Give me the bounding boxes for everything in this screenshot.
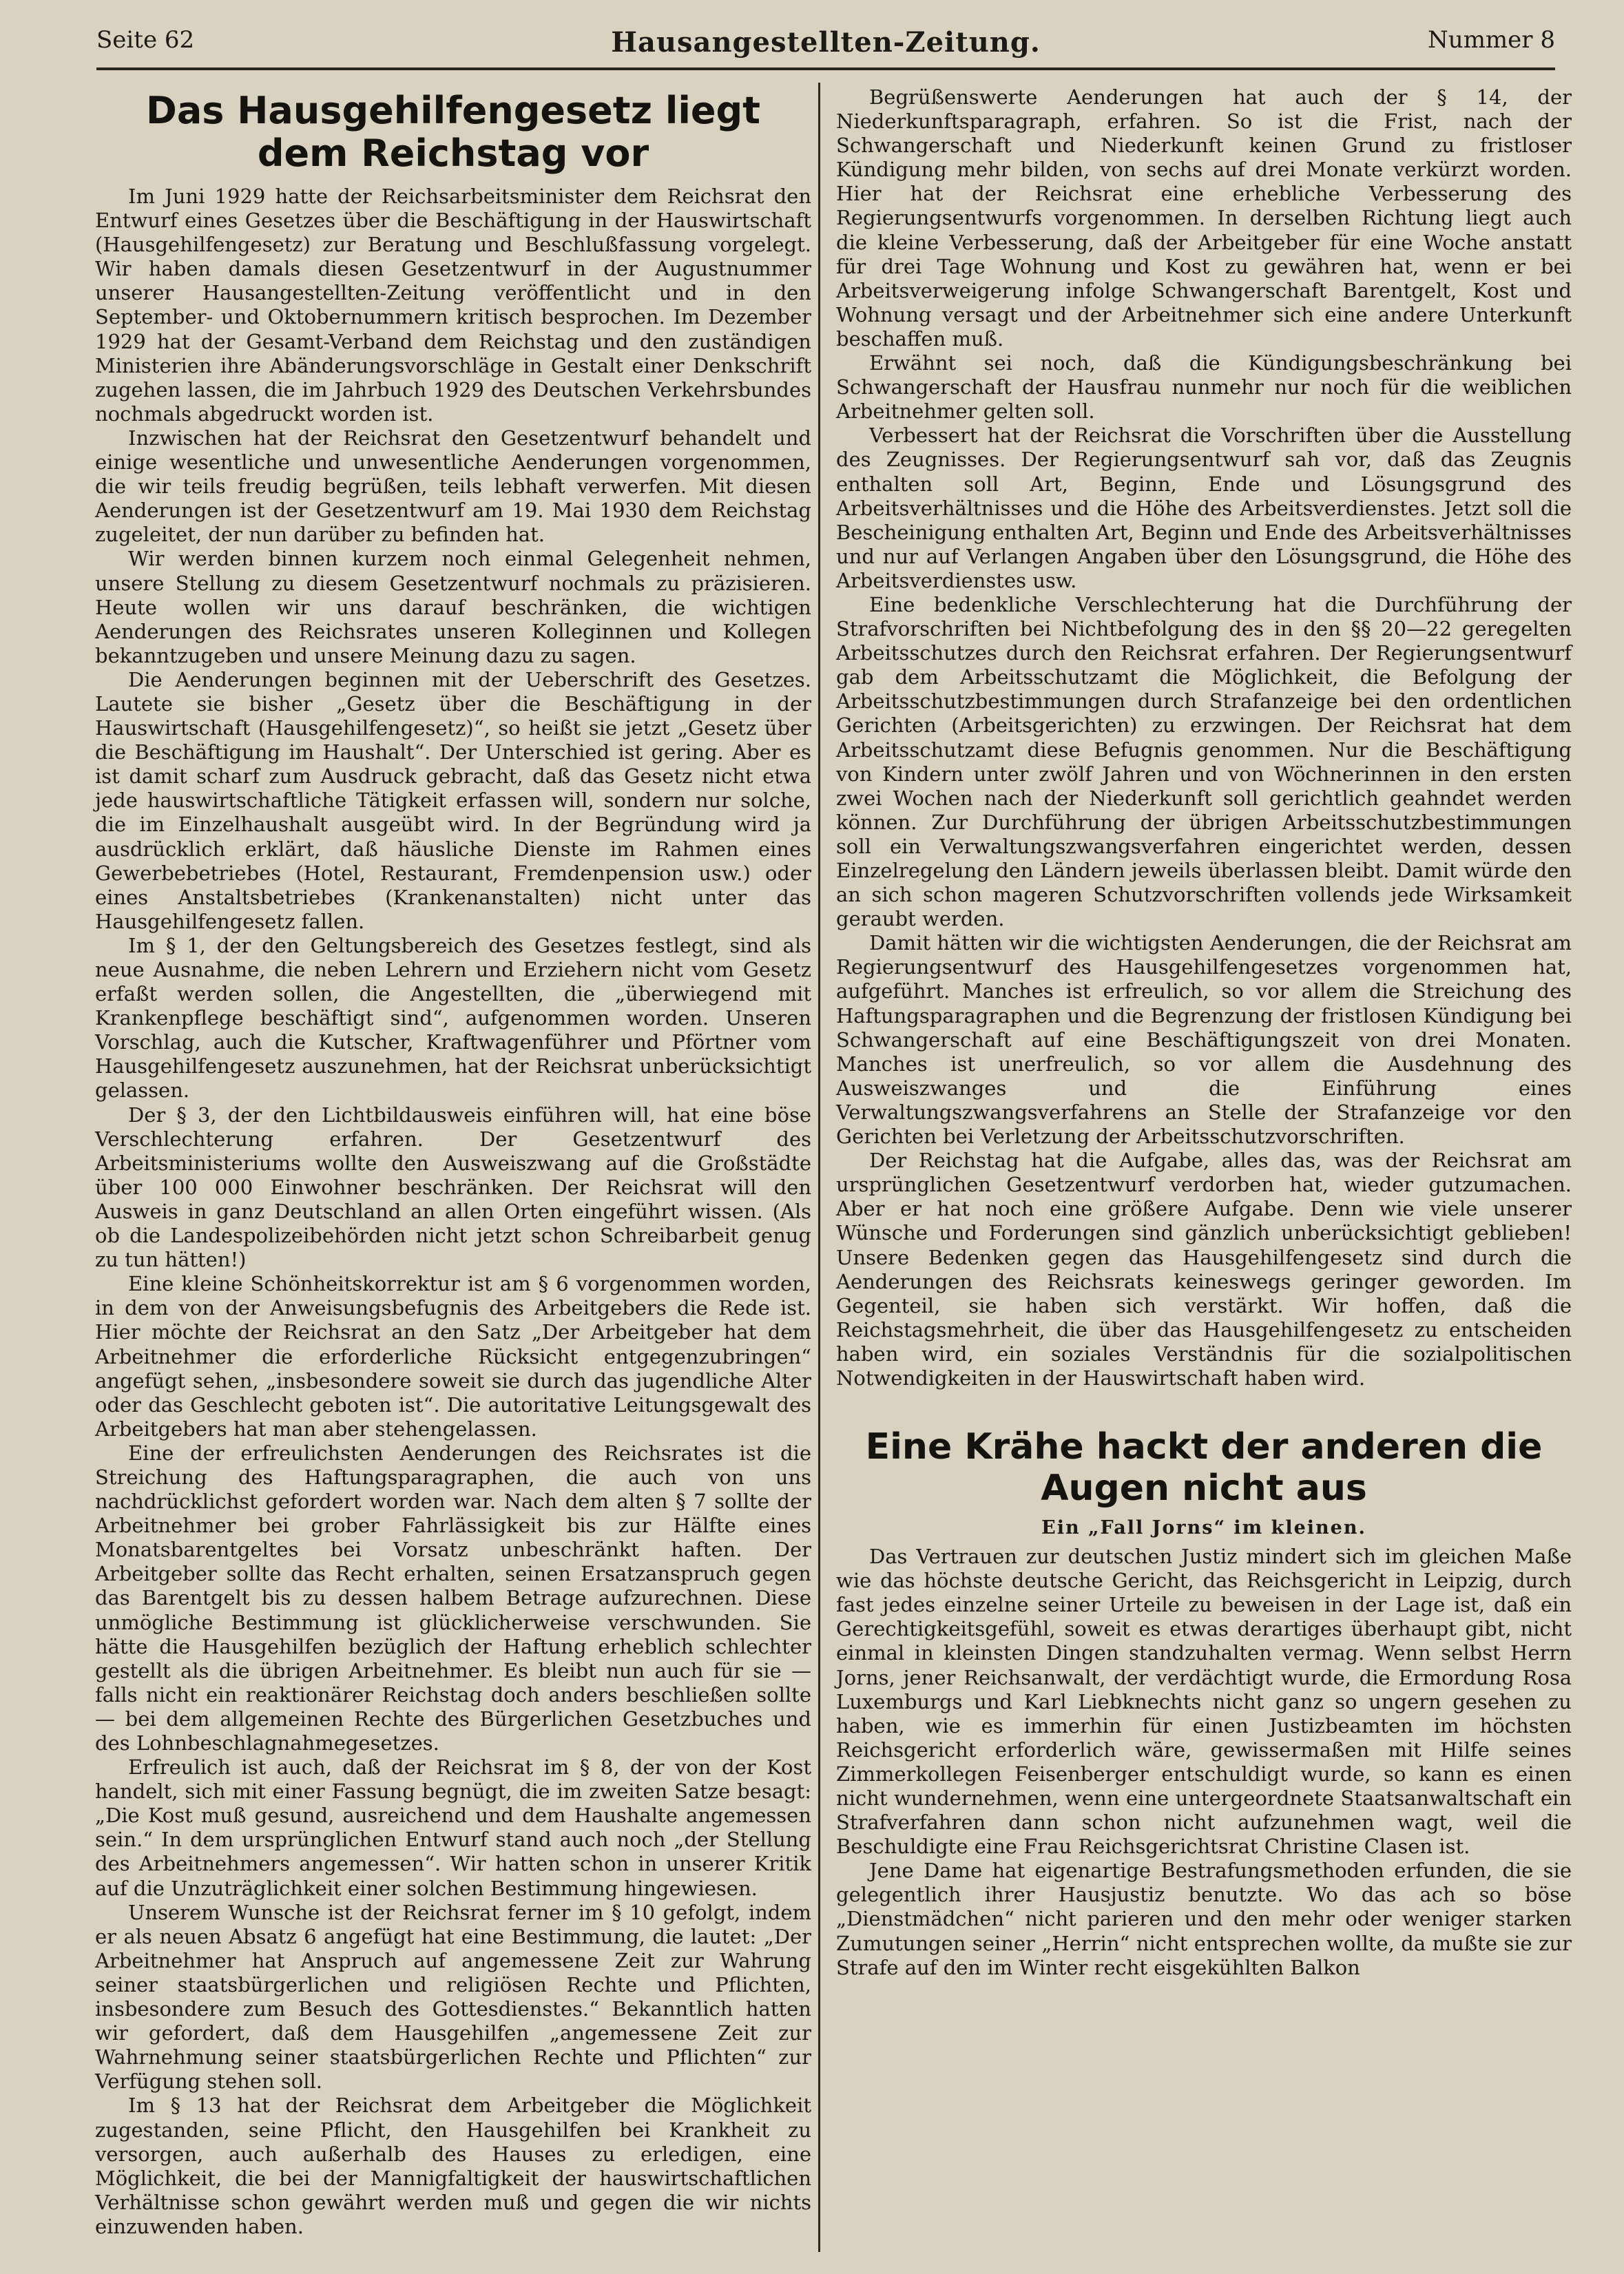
article2-paragraph: Das Vertrauen zur deutschen Justiz mindert sich im gleichen Maße wie das höchste deutsche Gericht, das Reichsgericht in Leipzig, durch fast jedes einzelne seiner Urteile zu beweisen in der Lage ist, daß ein Gerechtigkeitsgefühl, soweit es etwas derartiges überhaupt gibt, nicht einmal in kleinsten Dingen standzuhalten vermag. Wenn selbst Herrn Jorns, jener Reichsanwalt, der verdächtigt wurde, die Ermordung Rosa Luxemburgs und Karl Liebknechts nicht ganz so ungern gesehen zu haben, wie es immerhin für einen Justizbeamten im höchsten Reichsgericht erforderlich wäre, gewissermaßen mit Hilfe seines Zimmerkollegen Feisenberger entschuldigt wurde, so kann es einen nicht wundernehmen, wenn eine untergeordnete Staatsanwaltschaft ein Strafverfahren dann schon nicht aufzunehmen wagt, weil die Beschuldigte eine Frau Reichsgerichtsrat Christine Clasen ist.	[836, 1545, 1572, 1859]
article1-paragraph: Verbessert hat der Reichsrat die Vorschriften über die Ausstellung des Zeugnisses. Der Regierungsentwurf sah vor, daß das Zeugnis enthalten soll Art, Beginn, Ende und Lösungsgrund des Arbeitsverhältnisses und die Höhe des Arbeitsverdienstes. Jetzt soll die Bescheinigung enthalten Art, Beginn und Ende des Arbeitsverhältnisses und nur auf Verlangen Angaben über den Lösungsgrund, die Höhe des Arbeitsverdienstes usw.	[836, 424, 1572, 592]
column-rule	[818, 83, 820, 2252]
article1-paragraph: Begrüßenswerte Aenderungen hat auch der § 14, der Niederkunftsparagraph, erfahren. So ist die Frist, nach der Schwangerschaft und Niederkunft keinen Grund zu fristloser Kündigung mehr bilden, von sechs auf drei Monate verkürzt worden. Hier hat der Reichsrat eine erhebliche Verbesserung des Regierungsentwurfs vorgenommen. In derselben Richtung liegt auch die kleine Verbesserung, daß der Arbeitgeber für eine Woche anstatt für drei Tage Wohnung und Kost zu gewähren hat, wenn er bei Arbeitsverweigerung infolge Schwangerschaft Barentgelt, Kost und Wohnung versagt und der Arbeitnehmer sich eine andere Unterkunft beschaffen muß.	[836, 85, 1572, 351]
article2-subtitle: Ein „Fall Jorns“ im kleinen.	[1041, 1517, 1366, 1539]
article1-paragraph: Erwähnt sei noch, daß die Kündigungsbeschränkung bei Schwangerschaft der Hausfrau nunmehr nur noch für die weiblichen Arbeitnehmer gelten soll.	[836, 351, 1572, 424]
article1-paragraph: Wir werden binnen kurzem noch einmal Gelegenheit nehmen, unsere Stellung zu diesem Gesetzentwurf nochmals zu präzisieren. Heute wollen wir uns darauf beschränken, die wichtigen Aenderungen des Reichsrates unseren Kolleginnen und Kollegen bekanntzugeben und unsere Meinung dazu zu sagen.	[95, 547, 811, 667]
issue-number: Nummer 8	[1428, 26, 1555, 54]
article1-paragraph: Der § 3, der den Lichtbildausweis einführen will, hat eine böse Verschlechterung erfahren. Der Gesetzentwurf des Arbeitsministeriums wollte den Ausweiszwang auf die Großstädte über 100 000 Einwohner beschränken. Der Reichsrat will den Ausweis in ganz Deutschland an allen Orten eingeführt wissen. (Als ob die Landespolizeibehörden nicht jetzt schon Schreibarbeit genug zu tun hätten!)	[95, 1103, 811, 1272]
article1-title: Das Hausgehilfengesetz liegt dem Reichstag vor	[146, 89, 760, 175]
article2-paragraph: Jene Dame hat eigenartige Bestrafungsmethoden erfunden, die sie gelegentlich ihrer Hausjustiz benutzte. Wo das ach so böse „Dienstmädchen“ nicht parieren und den mehr oder weniger starken Zumutungen seiner „Herrin“ nicht entsprechen wollte, da mußte sie zur Strafe auf den im Winter recht eisgekühlten Balkon	[836, 1859, 1572, 1979]
article1-paragraph: Im § 13 hat der Reichsrat dem Arbeitgeber die Möglichkeit zugestanden, seine Pflicht, den Hausgehilfen bei Krankheit zu versorgen, auch außerhalb des Hauses zu erledigen, eine Möglichkeit, die bei der Mannigfaltigkeit der hauswirtschaftlichen Verhältnisse schon gewährt werden muß und gegen die wir nichts einzuwenden haben.	[95, 2094, 811, 2238]
publication-title: Hausangestellten-Zeitung.	[611, 26, 1041, 59]
running-head	[96, 26, 1555, 70]
article2-title: Eine Krähe hackt der anderen die Augen nicht aus	[865, 1426, 1543, 1510]
article1-paragraph: Die Aenderungen beginnen mit der Ueberschrift des Gesetzes. Lautete sie bisher „Gesetz über die Beschäftigung in der Hauswirtschaft (Hausgehilfengesetz)“, so heißt sie jetzt „Gesetz über die Beschäftigung im Haushalt“. Der Unterschied ist gering. Aber es ist damit scharf zum Ausdruck gebracht, daß das Gesetz nicht etwa jede hauswirtschaftliche Tätigkeit erfassen will, sondern nur solche, die im Einzelhaushalt ausgeübt wird. In der Begründung wird ja ausdrücklich erklärt, daß häusliche Dienste im Rahmen eines Gewerbebetriebes (Hotel, Restaurant, Fremdenpension usw.) oder eines Anstaltsbetriebes (Krankenanstalten) nicht unter das Hausgehilfengesetz fallen.	[95, 667, 811, 933]
left-column	[95, 85, 811, 2239]
right-column	[836, 85, 1572, 1980]
article1-paragraph: Damit hätten wir die wichtigsten Aenderungen, die der Reichsrat am Regierungsentwurf des Hausgehilfengesetzes vorgenommen hat, aufgeführt. Manches ist erfreulich, so vor allem die Streichung des Haftungsparagraphen und die Begrenzung der fristlosen Kündigung bei Schwangerschaft auf eine Beschäftigungszeit von drei Monaten. Manches ist unerfreulich, so vor allem die Ausdehnung des Ausweiszwanges und die Einführung eines Verwaltungszwangsverfahrens an Stelle der Strafanzeige vor den Gerichten bei Verletzung der Arbeitsschutzvorschriften.	[836, 931, 1572, 1149]
article1-paragraph: Inzwischen hat der Reichsrat den Gesetzentwurf behandelt und einige wesentliche und unwesentliche Aenderungen vorgenommen, die wir teils freudig begrüßen, teils lebhaft verwerfen. Mit diesen Aenderungen ist der Gesetzentwurf am 19. Mai 1930 dem Reichstag zugeleitet, der nun darüber zu befinden hat.	[95, 426, 811, 547]
article1-paragraph: Eine bedenkliche Verschlechterung hat die Durchführung der Strafvorschriften bei Nichtbefolgung des in den §§ 20—22 geregelten Arbeitsschutzes durch den Reichsrat erfahren. Der Regierungsentwurf gab dem Arbeitsschutzamt die Möglichkeit, die Befolgung der Arbeitsschutzbestimmungen durch Strafanzeige bei den ordentlichen Gerichten (Arbeitsgerichten) zu erzwingen. Der Reichsrat hat dem Arbeitsschutzamt diese Befugnis genommen. Nur die Beschäftigung von Kindern unter zwölf Jahren und von Wöchnerinnen in den ersten zwei Wochen nach der Niederkunft soll gerichtlich geahndet werden können. Zur Durchführung der übrigen Arbeitsschutzbestimmungen soll ein Verwaltungszwangsverfahren eingerichtet werden, dessen Einzelregelung den Ländern jeweils überlassen bleibt. Damit würde den an sich schon mageren Schutzvorschriften vollends jede Wirksamkeit geraubt werden.	[836, 592, 1572, 931]
article1-paragraph: Erfreulich ist auch, daß der Reichsrat im § 8, der von der Kost handelt, sich mit einer Fassung begnügt, die im zweiten Satze besagt: „Die Kost muß gesund, ausreichend und dem Haushalte angemessen sein.“ In dem ursprünglichen Entwurf stand auch noch „der Stellung des Arbeitnehmers angemessen“. Wir hatten schon in unserer Kritik auf die Unzuträglichkeit einer solchen Bestimmung hingewiesen.	[95, 1755, 811, 1900]
article1-paragraph: Eine der erfreulichsten Aenderungen des Reichsrates ist die Streichung des Haftungsparagraphen, die auch von uns nachdrücklichst gefordert worden war. Nach dem alten § 7 sollte der Arbeitnehmer bei grober Fahrlässigkeit bis zur Hälfte eines Monatsbarentgeltes bei Vorsatz unbeschränkt haften. Der Arbeitgeber sollte das Recht erhalten, seinen Ersatzanspruch gegen das Barentgelt bis zu dessen halbem Betrage aufzurechnen. Diese unmögliche Bestimmung ist glücklicherweise verschwunden. Sie hätte die Hausgehilfen bezüglich der Haftung erheblich schlechter gestellt als die übrigen Arbeitnehmer. Es bleibt nun auch für sie — falls nicht ein reaktionärer Reichstag doch anders beschließen sollte — bei dem allgemeinen Rechte des Bürgerlichen Gesetzbuches und des Lohnbeschlagnahmegesetzes.	[95, 1441, 811, 1755]
page-number: Seite 62	[96, 26, 195, 54]
article1-paragraph: Im Juni 1929 hatte der Reichsarbeitsminister dem Reichsrat den Entwurf eines Gesetzes über die Beschäftigung in der Hauswirtschaft (Hausgehilfengesetz) zur Beratung und Beschlußfassung vorgelegt. Wir haben damals diesen Gesetzentwurf in der Augustnummer unserer Hausangestellten-Zeitung veröffentlicht und in den September- und Oktobernummern kritisch besprochen. Im Dezember 1929 hat der Gesamt-Verband dem Reichstag und den zuständigen Ministerien ihre Abänderungsvorschläge in Gestalt einer Denkschrift zugehen lassen, die im Jahrbuch 1929 des Deutschen Verkehrsbundes nochmals abgedruckt worden ist.	[95, 185, 811, 426]
article1-paragraph: Im § 1, der den Geltungsbereich des Gesetzes festlegt, sind als neue Ausnahme, die neben Lehrern und Erziehern nicht vom Gesetz erfaßt werden sollen, die Angestellten, die „überwiegend mit Krankenpflege beschäftigt sind“, aufgenommen worden. Unseren Vorschlag, auch die Kutscher, Kraftwagenführer und Pförtner vom Hausgehilfengesetz auszunehmen, hat der Reichsrat unberücksichtigt gelassen.	[95, 933, 811, 1103]
article1-paragraph: Unserem Wunsche ist der Reichsrat ferner im § 10 gefolgt, indem er als neuen Absatz 6 angefügt hat eine Bestimmung, die lautet: „Der Arbeitnehmer hat Anspruch auf angemessene Zeit zur Wahrung seiner staatsbürgerlichen und religiösen Rechte und Pflichten, insbesondere zum Besuch des Gottesdienstes.“ Bekanntlich hatten wir gefordert, daß dem Hausgehilfen „angemessene Zeit zur Wahrnehmung seiner staatsbürgerlichen Rechte und Pflichten“ zur Verfügung stehen soll.	[95, 1900, 811, 2094]
article1-paragraph: Eine kleine Schönheitskorrektur ist am § 6 vorgenommen worden, in dem von der Anweisungsbefugnis des Arbeitgebers die Rede ist. Hier möchte der Reichsrat an den Satz „Der Arbeitgeber hat dem Arbeitnehmer die erforderliche Rücksicht entgegenzubringen“ angefügt sehen, „insbesondere soweit sie durch das jugendliche Alter oder das Geschlecht geboten ist“. Die autoritative Leitungsgewalt des Arbeitgebers hat man aber stehengelassen.	[95, 1272, 811, 1441]
article1-paragraph: Der Reichstag hat die Aufgabe, alles das, was der Reichsrat am ursprünglichen Gesetzentwurf verdorben hat, wieder gutzumachen. Aber er hat noch eine größere Aufgabe. Denn wie viele unserer Wünsche und Forderungen sind gänzlich unberücksichtigt geblieben! Unsere Bedenken gegen das Hausgehilfengesetz sind durch die Aenderungen des Reichsrats keineswegs geringer geworden. Im Gegenteil, sie haben sich verstärkt. Wir hoffen, daß die Reichstagsmehrheit, die über das Hausgehilfengesetz zu entscheiden haben wird, ein soziales Verständnis für die sozialpolitischen Notwendigkeiten in der Hauswirtschaft haben wird.	[836, 1149, 1572, 1390]
